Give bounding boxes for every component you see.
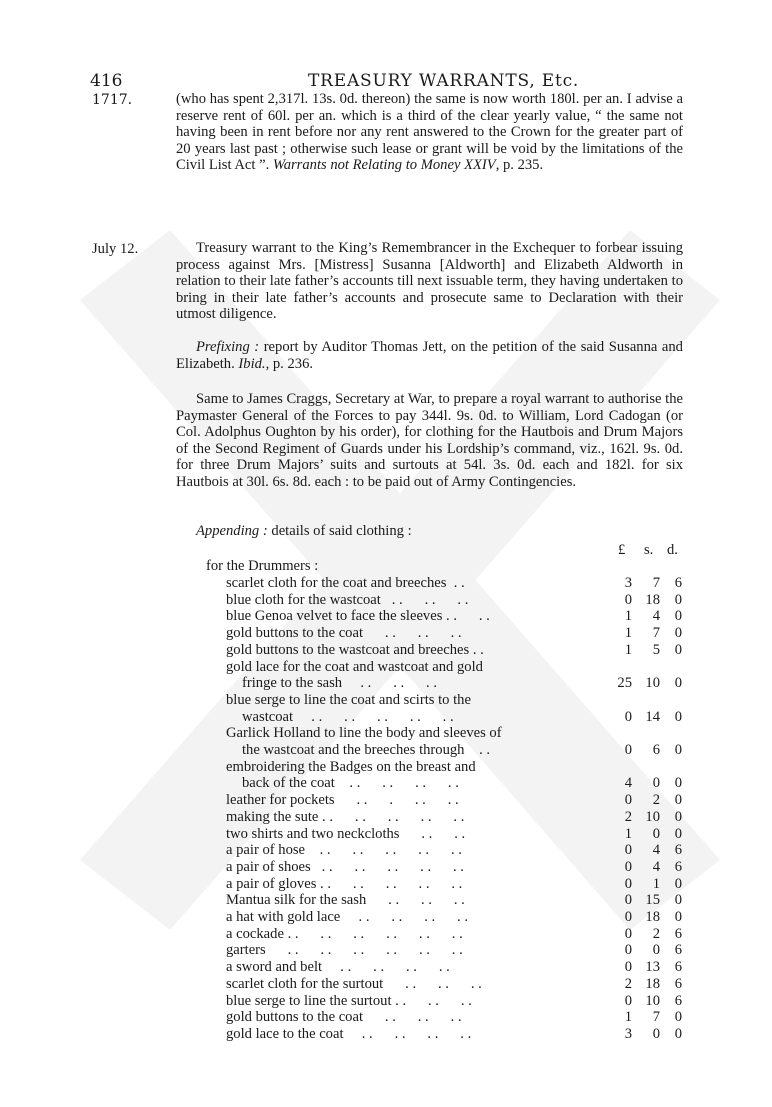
amount-shillings: 7 bbox=[652, 1009, 660, 1026]
appending-text: details of said clothing : bbox=[267, 523, 412, 539]
leader-dots: . . . . . . . bbox=[334, 792, 459, 809]
amount-pounds: 0 bbox=[624, 742, 632, 758]
item-description: scarlet cloth for the coat and breeches bbox=[226, 575, 447, 591]
amount-pounds: 0 bbox=[624, 708, 632, 725]
leader-dots: . . . . . . . . bbox=[343, 1025, 472, 1042]
table-row bbox=[226, 909, 572, 926]
amount-pence: 0 bbox=[674, 1025, 682, 1042]
leader-dots: . . . . . . bbox=[342, 675, 437, 692]
amount-pence: 0 bbox=[674, 875, 682, 892]
item-description: Garlick Holland to line the body and sleeves of bbox=[226, 725, 502, 742]
warrant-text: Same to James Craggs, Secretary at War, to prepare a royal warrant to authorise the Paymaster General of the Forces to pay 344l. 9s. 0d. to William, Lord Cadogan (or Col. Adolphus Oughton by his order), for clothing for the Hautbois and Drum Majors of the Second Regiment of Guards under his Lordship’s command, viz., 162l. 9s. 0d. for three Drum Majors’ suits and surtouts at 54l. 3s. 0d. each and 182l. for six Hautbois at 30l. 6s. 8d. each : to be paid out of Army Contingencies. bbox=[176, 391, 683, 490]
leader-dots: . . . . . . . . . . bbox=[298, 925, 463, 942]
entry-date: July 12. bbox=[92, 241, 139, 257]
table-row bbox=[226, 892, 572, 909]
table-row bbox=[226, 608, 572, 625]
item-description: a pair of shoes bbox=[226, 858, 311, 875]
item-description-continued: back of the coat . . . . . . . . bbox=[242, 775, 459, 792]
item-description-continued: wastcoat . . . . . . . . . . bbox=[242, 708, 454, 725]
amount-pounds: 3 bbox=[624, 575, 632, 591]
amount-shillings: 18 bbox=[645, 975, 660, 992]
section-heading: for the Drummers : bbox=[206, 558, 319, 574]
table-row bbox=[226, 976, 572, 993]
leader-dots: . . bbox=[446, 575, 465, 591]
item-description: gold buttons to the wastcoat and breeches bbox=[226, 641, 470, 658]
amount-pence: 0 bbox=[674, 775, 682, 792]
ibid-ref: Ibid. bbox=[238, 355, 266, 372]
item-description: gold lace to the coat bbox=[226, 1025, 344, 1042]
leader-dots: . . . . . . bbox=[366, 892, 465, 909]
year-marker: 1717. bbox=[92, 92, 133, 108]
item-description: gold buttons to the coat bbox=[226, 1009, 364, 1026]
amount-shillings: 15 bbox=[645, 892, 660, 909]
leader-dots: . . . . . . . . . . . . bbox=[265, 942, 463, 959]
amount-pence: 0 bbox=[674, 608, 682, 625]
reference-title: Warrants not Relating to Money XXIV bbox=[272, 157, 496, 173]
amount-pence: 6 bbox=[674, 975, 682, 992]
table-row bbox=[226, 859, 572, 876]
table-row bbox=[226, 625, 572, 642]
column-header-pence: d. bbox=[667, 542, 678, 558]
warrant-paragraph bbox=[176, 391, 683, 490]
item-description: a sword and belt bbox=[226, 959, 323, 976]
leader-dots: . . . . . . . . bbox=[333, 808, 465, 825]
amount-shillings: 0 bbox=[652, 942, 660, 959]
item-description: a hat with gold lace bbox=[226, 909, 341, 925]
entry-paragraph bbox=[176, 240, 683, 323]
table-row bbox=[226, 1026, 572, 1043]
amount-pence: 6 bbox=[674, 942, 682, 959]
amount-pounds: 2 bbox=[624, 975, 632, 992]
amount-shillings: 13 bbox=[645, 959, 660, 976]
amount-pounds: 2 bbox=[624, 808, 632, 825]
item-description: blue serge to line the surtout bbox=[226, 992, 392, 1009]
amount-shillings: 14 bbox=[645, 708, 660, 725]
item-description: leather for pockets bbox=[226, 792, 335, 809]
item-description: embroidering the Badges on the breast and bbox=[226, 758, 476, 775]
continued-paragraph bbox=[176, 91, 683, 174]
table-row bbox=[226, 826, 572, 843]
item-description: blue Genoa velvet to face the sleeves bbox=[226, 608, 443, 625]
item-description: a pair of gloves . . bbox=[226, 875, 331, 892]
leader-dots: . . . . . . . . . . bbox=[305, 842, 462, 859]
amount-pounds: 0 bbox=[624, 925, 632, 942]
amount-pence: 0 bbox=[674, 675, 682, 692]
amount-pounds: 0 bbox=[624, 892, 632, 909]
amount-pence: 6 bbox=[674, 992, 682, 1009]
amount-pence: 6 bbox=[674, 842, 682, 859]
amount-pence: 0 bbox=[674, 641, 682, 658]
leader-dots: . . . . bbox=[399, 825, 466, 842]
amount-pence: 0 bbox=[674, 892, 682, 909]
column-header-shillings: s. bbox=[644, 542, 654, 558]
amount-pence: 6 bbox=[674, 858, 682, 875]
amount-pence: 0 bbox=[674, 792, 682, 809]
amount-pence: 0 bbox=[674, 708, 682, 725]
amount-pounds: 0 bbox=[624, 792, 632, 809]
amount-shillings: 4 bbox=[652, 842, 660, 859]
amount-shillings: 18 bbox=[645, 591, 660, 608]
table-row bbox=[226, 792, 572, 809]
amount-pounds: 0 bbox=[624, 858, 632, 875]
amount-pounds: 1 bbox=[624, 625, 632, 642]
leader-dots: . . . . . . . . bbox=[322, 959, 450, 976]
table-row bbox=[226, 959, 572, 976]
amount-pounds: 0 bbox=[624, 591, 632, 608]
amount-pounds: 0 bbox=[624, 992, 632, 1009]
amount-pounds: 3 bbox=[624, 1025, 632, 1042]
amount-pence: 0 bbox=[674, 808, 682, 825]
amount-shillings: 10 bbox=[645, 675, 660, 692]
page-number: 416 bbox=[90, 71, 123, 91]
table-row bbox=[226, 926, 572, 943]
table-row bbox=[226, 642, 572, 659]
table-row bbox=[226, 592, 572, 609]
running-head: TREASURY WARRANTS, Etc. bbox=[308, 71, 580, 91]
column-header-pounds: £ bbox=[618, 542, 626, 558]
leader-dots: . . . . . . bbox=[363, 625, 462, 642]
amount-pounds: 4 bbox=[624, 775, 632, 792]
amount-pence: 6 bbox=[674, 959, 682, 976]
amount-pence: 0 bbox=[674, 742, 682, 758]
item-description: garters bbox=[226, 942, 266, 959]
amount-shillings: 4 bbox=[652, 858, 660, 875]
amount-pounds: 0 bbox=[624, 942, 632, 959]
amount-pounds: 0 bbox=[624, 875, 632, 892]
appending-paragraph bbox=[176, 523, 683, 540]
item-description: gold buttons to the coat bbox=[226, 625, 364, 642]
item-description: a pair of hose bbox=[226, 842, 306, 859]
amount-pence: 0 bbox=[674, 1009, 682, 1026]
leader-dots: . . bbox=[469, 641, 484, 658]
table-row bbox=[226, 842, 572, 859]
table-row bbox=[226, 692, 572, 725]
leader-dots: . . . . . . bbox=[391, 992, 472, 1009]
leader-dots: . . . . . . bbox=[380, 591, 469, 608]
table-row bbox=[226, 659, 572, 692]
leader-dots: . . . . . . . . . . bbox=[310, 858, 464, 875]
amount-shillings: 10 bbox=[645, 992, 660, 1009]
amount-shillings: 7 bbox=[652, 575, 660, 591]
item-description: Mantua silk for the sash bbox=[226, 892, 367, 909]
amount-pounds: 1 bbox=[624, 608, 632, 625]
item-description: scarlet cloth for the surtout bbox=[226, 975, 384, 992]
appending-label: Appending : bbox=[196, 523, 268, 539]
amount-pounds: 1 bbox=[624, 825, 632, 842]
leader-dots: . . . . . . . . . . bbox=[293, 708, 454, 725]
amount-shillings: 10 bbox=[645, 808, 660, 825]
amount-shillings: 5 bbox=[652, 641, 660, 658]
amount-pounds: 0 bbox=[624, 909, 632, 925]
amount-shillings: 18 bbox=[645, 909, 660, 925]
amount-pounds: 1 bbox=[624, 1009, 632, 1026]
amount-shillings: 4 bbox=[652, 608, 660, 625]
leader-dots: . . . . . . . . bbox=[334, 775, 459, 792]
amount-pence: 0 bbox=[674, 825, 682, 842]
table-row bbox=[226, 725, 572, 758]
leader-dots: . . . . . . . . bbox=[340, 909, 468, 925]
paragraph-text: (who has spent 2,317l. 13s. 0d. thereon) the same is now worth 180l. per an. I advise a reserve rent of 60l. per an. which is a third of the clear yearly value, “ the same not having been in rent before nor any rent answered to the Crown for the greater part of 20 years last past ; otherwise such lease or grant will be void by the limitations of the Civil List Act ”. bbox=[176, 91, 683, 173]
amount-shillings: 7 bbox=[652, 625, 660, 642]
leader-dots: . . bbox=[464, 742, 491, 758]
table-row bbox=[226, 1009, 572, 1026]
amount-pence: 0 bbox=[674, 625, 682, 642]
reference-page: , p. 235. bbox=[495, 157, 544, 173]
table-row bbox=[226, 876, 572, 893]
amount-shillings: 0 bbox=[652, 775, 660, 792]
amount-pounds: 1 bbox=[624, 641, 632, 658]
table-row bbox=[226, 993, 572, 1010]
leader-dots: . . . . bbox=[442, 608, 490, 625]
amount-pence: 0 bbox=[674, 909, 682, 925]
amount-pounds: 0 bbox=[624, 959, 632, 976]
amount-pounds: 25 bbox=[617, 675, 632, 692]
amount-shillings: 1 bbox=[652, 875, 660, 892]
item-description: blue cloth for the wastcoat bbox=[226, 591, 381, 608]
leader-dots: . . . . . . . . bbox=[330, 875, 463, 892]
entry-text: Treasury warrant to the King’s Remembrancer in the Exchequer to forbear issuing process against Mrs. [Mistress] Susanna [Aldworth] and Elizabeth Aldworth in relation to their late father’s accounts till next issuable term, they having undertaken to bring in their late father’s accounts and prosecute same to Declaration with their utmost diligence. bbox=[176, 240, 683, 322]
ibid-page: , p. 236. bbox=[265, 355, 314, 372]
amount-shillings: 6 bbox=[652, 742, 660, 758]
prefixing-label: Prefixing : bbox=[196, 339, 260, 355]
prefixing-text: report by Auditor Thomas Jett, on the petition of the said Susanna and Elizabeth. bbox=[176, 339, 683, 372]
amount-shillings: 2 bbox=[652, 925, 660, 942]
amount-shillings: 0 bbox=[652, 1025, 660, 1042]
table-row bbox=[226, 759, 572, 792]
table-row bbox=[226, 942, 572, 959]
amount-pence: 6 bbox=[674, 925, 682, 942]
amount-pence: 0 bbox=[674, 591, 682, 608]
amount-shillings: 0 bbox=[652, 825, 660, 842]
table-row bbox=[226, 809, 572, 826]
item-description-continued: the wastcoat and the breeches through . . bbox=[242, 742, 491, 758]
leader-dots: . . . . . . bbox=[383, 975, 482, 992]
item-description: gold lace for the coat and wastcoat and gold bbox=[226, 658, 483, 675]
amount-shillings: 2 bbox=[652, 792, 660, 809]
item-description: two shirts and two neckcloths bbox=[226, 825, 400, 842]
table-row bbox=[226, 575, 572, 592]
amount-pounds: 0 bbox=[624, 842, 632, 859]
item-description: blue serge to line the coat and scirts to the bbox=[226, 691, 471, 708]
item-description: making the sute . . bbox=[226, 808, 334, 825]
item-description: a cockade . . bbox=[226, 925, 299, 942]
item-description-continued: fringe to the sash . . . . . . bbox=[242, 675, 437, 692]
amount-pence: 6 bbox=[674, 575, 682, 591]
prefixing-paragraph bbox=[176, 339, 683, 372]
leader-dots: . . . . . . bbox=[363, 1009, 462, 1026]
